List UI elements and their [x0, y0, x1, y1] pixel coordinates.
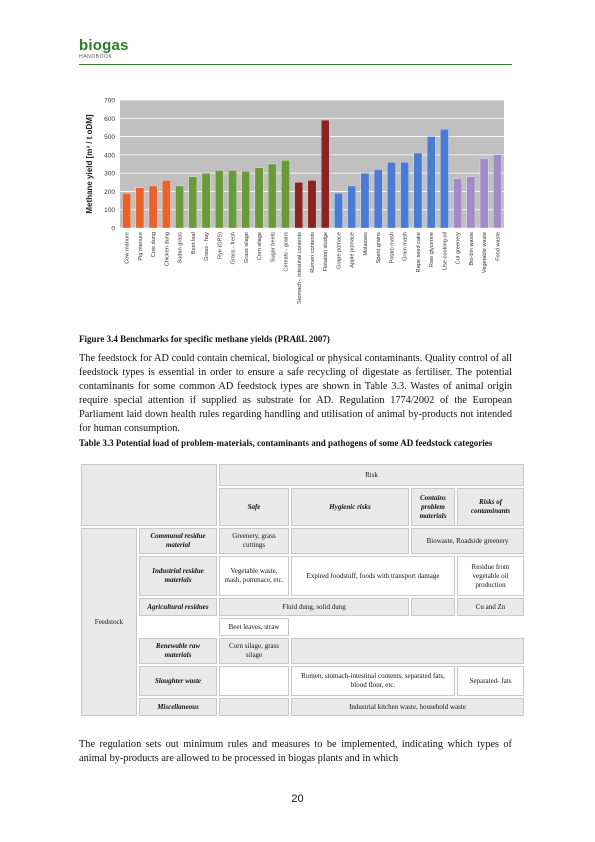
x-tick-label: Cow dung — [151, 232, 158, 258]
bar — [308, 180, 316, 228]
bar — [401, 162, 409, 228]
bar — [175, 186, 183, 228]
x-tick-label: Cow manure — [124, 232, 131, 264]
x-tick-label: Apple pomace — [349, 232, 356, 268]
x-tick-label: Raw glycerine — [429, 232, 436, 268]
brand-title: biogas — [79, 37, 129, 54]
industrial-hygienic: Expired foodstuff, foods with transport damage — [291, 556, 455, 596]
bar — [189, 177, 197, 228]
brand-subtitle: HANDBOOK — [79, 54, 113, 60]
x-tick-label: Use cooking oil — [442, 232, 449, 270]
misc-safe — [219, 698, 289, 716]
x-tick-label: Grass silage — [243, 232, 250, 264]
body-paragraph-2: The regulation sets out minimum rules and measures to be implemented, indicating which types of animal by-products are allowed to be processed in biogas plants and in which — [79, 739, 512, 764]
bar — [480, 159, 488, 228]
col-header-safe: Safe — [219, 488, 289, 526]
bar — [228, 170, 236, 228]
x-tick-label: Sugar beets — [270, 232, 277, 263]
x-tick-label: Grape pomace — [336, 232, 343, 270]
y-tick-label: 0 — [111, 225, 115, 233]
bar — [321, 120, 329, 228]
x-tick-label: Potato mash — [389, 232, 396, 264]
agricultural-contains — [411, 598, 455, 616]
slaughter-risks: Separated- fats — [457, 666, 524, 696]
x-tick-label: Beet leaf — [190, 232, 197, 255]
communal-risks: Biowaste, Roadside greenery — [411, 528, 524, 554]
x-tick-label: Cut greenery — [455, 232, 462, 265]
industrial-risks: Residue from vegetable oil production — [457, 556, 524, 596]
x-tick-label: Grass - fresh — [230, 232, 237, 265]
col-header-risks: Risks of contaminants — [457, 488, 524, 526]
y-tick-label: 600 — [104, 115, 115, 123]
table-caption: Table 3.3 Potential load of problem-materials, contaminants and pathogens of some AD feedstock categories — [79, 438, 493, 448]
x-tick-label: Food waste — [495, 232, 502, 261]
x-tick-label: Grain mash — [402, 232, 409, 261]
category-slaughter: Slaughter waste — [139, 666, 217, 696]
x-tick-label: Sudan grass — [177, 232, 184, 264]
bar — [467, 177, 475, 228]
x-tick-label: Vegetable waste — [482, 232, 489, 274]
bar — [295, 182, 303, 228]
bar — [414, 153, 422, 228]
row-label-feedstock: Feedstock — [81, 528, 137, 716]
x-tick-label: Stomach-, intestinal contents — [296, 231, 303, 304]
bar — [440, 129, 448, 228]
x-tick-label: Rape seed cake — [415, 232, 422, 273]
contaminants-table — [79, 462, 526, 718]
y-tick-label: 300 — [104, 170, 115, 178]
bar — [255, 168, 263, 228]
agricultural-spacer — [139, 618, 217, 636]
slaughter-safe — [219, 666, 289, 696]
agricultural-risks: Cu and Zn — [457, 598, 524, 616]
col-header-hygienic: Hygienic risks — [291, 488, 409, 526]
x-tick-label: Spent grains — [376, 232, 383, 264]
bar — [281, 160, 289, 228]
bar — [334, 193, 342, 228]
y-tick-label: 700 — [104, 97, 115, 105]
table-corner-cell — [81, 464, 217, 526]
bar — [123, 193, 131, 228]
x-tick-label: Molasses — [362, 232, 369, 256]
category-renewable: Renewable raw materials — [139, 638, 217, 664]
bar — [361, 173, 369, 228]
x-tick-label: Rye (GPS) — [217, 232, 224, 260]
renewable-empty — [291, 638, 524, 664]
bar — [268, 164, 276, 228]
y-axis-label: Methane yield [m³ / t oDM] — [85, 114, 94, 214]
agricultural-safe-2: Beet leaves, straw — [219, 618, 289, 636]
bar — [348, 186, 356, 228]
bar — [242, 171, 250, 228]
x-tick-label: Corn silage — [257, 232, 264, 261]
y-tick-label: 200 — [104, 188, 115, 196]
bar — [136, 188, 144, 228]
x-tick-label: Chicken dung — [164, 232, 171, 267]
industrial-safe: Vegetable waste, mash, pommace, etc. — [219, 556, 289, 596]
communal-safe: Greenery, grass cuttings — [219, 528, 289, 554]
bar — [215, 170, 223, 228]
bar — [149, 186, 157, 228]
x-tick-label: Bio-bin waste — [468, 232, 475, 266]
figure-caption: Figure 3.4 Benchmarks for specific methane yields (PRAßL 2007) — [79, 334, 330, 344]
x-tick-label: Rumen contents — [310, 232, 316, 273]
slaughter-hygienic: Rumen, stomach-intestinal contents, separated fats, blood flour, etc. — [291, 666, 455, 696]
bar — [374, 169, 382, 228]
category-agricultural: Agricultural residues — [139, 598, 217, 616]
bar — [493, 155, 501, 228]
y-tick-label: 400 — [104, 152, 115, 160]
y-tick-label: 100 — [104, 207, 115, 215]
x-tick-label: Pig manure — [137, 232, 144, 261]
page-number: 20 — [291, 793, 304, 805]
col-header-contains: Contains problem materials — [411, 488, 455, 526]
risk-header: Risk — [219, 464, 524, 486]
category-industrial: Industrial residue materials — [139, 556, 217, 596]
bar — [202, 173, 210, 228]
category-communal: Communal residue material — [139, 528, 217, 554]
bar — [387, 162, 395, 228]
x-tick-label: Grass - hay — [204, 232, 211, 261]
bar — [162, 180, 170, 228]
communal-hygienic — [291, 528, 409, 554]
methane-yield-chart — [80, 92, 510, 324]
renewable-safe: Corn silage, grass silage — [219, 638, 289, 664]
agricultural-hygienic: Fluid dung, solid dung — [219, 598, 409, 616]
bar — [427, 137, 435, 228]
y-tick-label: 500 — [104, 134, 115, 142]
misc-hygienic: Industrial kitchen waste, household waste — [291, 698, 524, 716]
header-rule — [79, 64, 512, 65]
category-misc: Miscellaneous — [139, 698, 217, 716]
agricultural-empty — [291, 618, 524, 636]
x-tick-label: Flotation sludge — [323, 232, 330, 272]
bar — [454, 179, 462, 228]
body-paragraph-1: The feedstock for AD could contain chemical, biological or physical contaminants. Quality control of all feedstock types is essential in order to ensure a safe recycling of digestate as fertiliser. The potential contaminants for some common AD feedstock types are shown in Table 3.3. Wastes of animal origin require special attention if supplied as substrate for AD. Regulation 1774/2002 of the European Parliament laid down health rules regarding handling and utilisation of animal by-products not intended for human consumption. — [79, 353, 512, 434]
x-tick-label: Cereals - grains — [283, 232, 290, 272]
